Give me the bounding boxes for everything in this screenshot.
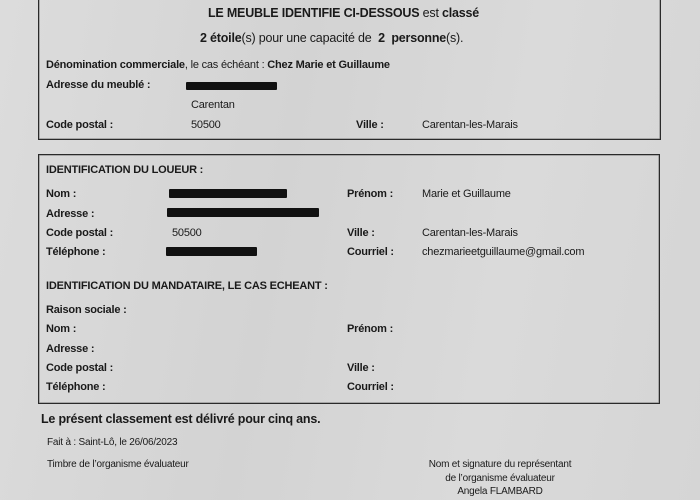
furnished-postal-label: Code postal : <box>46 119 114 131</box>
landlord-postal-label: Code postal : <box>46 227 114 239</box>
signature-line2: de l’organisme évaluateur <box>445 472 555 484</box>
furnished-address-label: Adresse du meublé : <box>46 79 151 91</box>
agent-email-label: Courriel : <box>347 381 394 393</box>
redacted-landlord-name <box>169 189 287 198</box>
landlord-city-label: Ville : <box>347 227 375 239</box>
furnished-address-line2: Carentan <box>191 99 235 111</box>
landlord-email-value[interactable]: chezmarieetguillaume@gmail.com <box>422 246 585 258</box>
landlord-phone-label: Téléphone : <box>46 246 106 258</box>
made-at-date: Fait à : Saint-Lô, le 26/06/2023 <box>47 437 178 448</box>
signature-line1: Nom et signature du représentant <box>428 459 572 470</box>
signature-block <box>400 458 600 499</box>
commercial-name-row: Dénomination commerciale, le cas échéant : Chez Marie et Guillaume <box>46 59 390 71</box>
redacted-address <box>186 82 277 90</box>
furnished-postal-value: 50500 <box>191 119 221 131</box>
agent-company-label: Raison sociale : <box>46 304 127 316</box>
agent-address-label: Adresse : <box>46 343 95 355</box>
agent-city-label: Ville : <box>347 362 375 374</box>
agent-section-title: IDENTIFICATION DU MANDATAIRE, LE CAS ECHEANT : <box>46 280 328 292</box>
stamp-label: Timbre de l’organisme évaluateur <box>47 459 189 470</box>
landlord-firstname-value: Marie et Guillaume <box>422 188 511 200</box>
agent-firstname-label: Prénom : <box>347 323 394 335</box>
landlord-postal-value: 50500 <box>172 227 202 239</box>
landlord-email-label: Courriel : <box>347 246 394 258</box>
classification-rating: 2 étoile(s) pour une capacité de 2 personne(s). <box>200 31 464 45</box>
agent-postal-label: Code postal : <box>46 362 114 374</box>
landlord-firstname-label: Prénom : <box>347 188 394 200</box>
agent-phone-label: Téléphone : <box>46 381 106 393</box>
landlord-section-title: IDENTIFICATION DU LOUEUR : <box>46 164 204 176</box>
landlord-name-label: Nom : <box>46 188 77 200</box>
furnished-city-value: Carentan-les-Marais <box>422 119 518 131</box>
signature-name: Angela FLAMBARD <box>457 486 543 497</box>
landlord-city-value: Carentan-les-Marais <box>422 227 518 239</box>
redacted-landlord-phone <box>166 247 257 256</box>
agent-name-label: Nom : <box>46 323 77 335</box>
landlord-address-label: Adresse : <box>46 208 95 220</box>
redacted-landlord-address <box>167 208 319 217</box>
validity-statement: Le présent classement est délivré pour cinq ans. <box>41 412 321 426</box>
classification-title: LE MEUBLE IDENTIFIE CI-DESSOUS est classé <box>208 6 480 20</box>
furnished-city-label: Ville : <box>356 119 384 131</box>
